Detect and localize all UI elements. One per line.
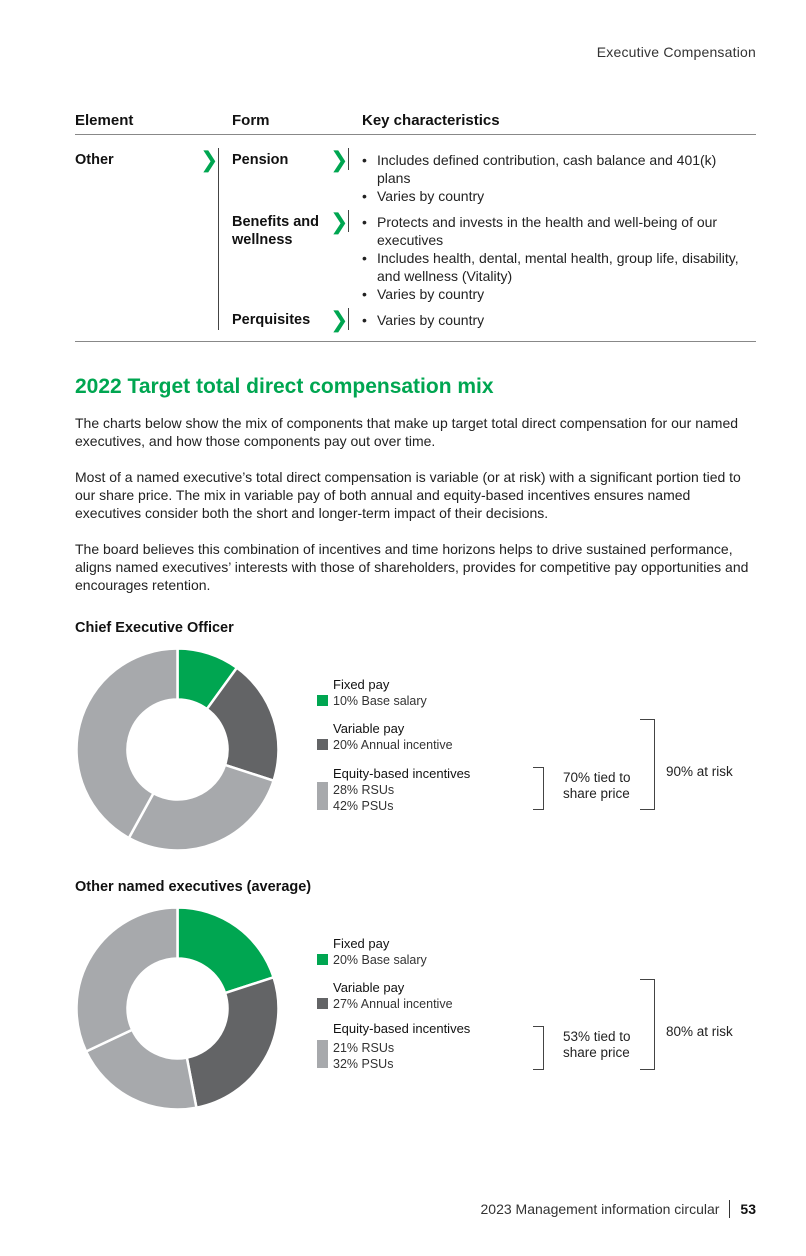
paragraph-1: The charts below show the mix of components that make up target total direct compensation for our named executives, and how those components pay out over time. <box>75 415 739 449</box>
column-divider <box>218 148 219 330</box>
legend-variable-pay-item <box>317 996 453 1012</box>
running-header: Executive Compensation <box>596 44 756 60</box>
chart-title-ceo: Chief Executive Officer <box>75 620 234 636</box>
chevron-right-icon: ❯ <box>330 209 349 234</box>
footer-title: 2023 Management information circular <box>480 1201 720 1217</box>
page-number: 53 <box>740 1201 756 1217</box>
at-risk-label: 90% at risk <box>666 764 733 779</box>
footer-separator <box>729 1200 730 1218</box>
share-price-tie-line1: 53% tied to <box>563 1029 631 1044</box>
list-item: • Varies by country <box>360 187 750 205</box>
form-pension: Pension <box>232 152 289 168</box>
legend-fixed-pay-item <box>317 693 427 709</box>
share-price-tie-line2: share price <box>563 1045 630 1060</box>
legend-equity-item-psus: 42% PSUs <box>333 799 394 813</box>
chevron-right-icon: ❯ <box>330 147 349 172</box>
column-header-element: Element <box>75 112 134 129</box>
row-divider <box>348 148 349 170</box>
list-item: • Includes defined contribution, cash balance and 401(k) plans <box>360 151 750 187</box>
share-price-bracket <box>533 1026 544 1070</box>
legend-equity-item-rsus: 28% RSUs <box>333 783 395 797</box>
share-price-bracket <box>533 767 544 810</box>
table-header-rule <box>75 134 756 135</box>
share-price-tie-line2: share price <box>563 786 630 801</box>
list-item: • Varies by country <box>360 311 750 329</box>
element-other: Other <box>75 152 114 168</box>
page-footer <box>481 1200 756 1218</box>
table-bottom-rule <box>75 341 756 342</box>
row-divider <box>348 210 349 232</box>
paragraph-2: Most of a named executive’s total direct compensation is variable (or at risk) with a significant portion tied to our share price. The mix in variable pay of both annual and equity-based incentives ensures named executives consider both the short and longer-term impact of their decisions. <box>75 469 741 521</box>
at-risk-bracket <box>640 979 655 1070</box>
key-characteristics-pension <box>360 151 750 205</box>
row-divider <box>348 308 349 330</box>
legend-fixed-pay-heading: Fixed pay <box>333 936 390 951</box>
legend-swatch <box>317 695 328 706</box>
legend-swatch <box>317 998 328 1009</box>
donut-slice-rsus <box>129 765 274 851</box>
legend-label: 10% Base salary <box>333 694 427 708</box>
column-header-key-characteristics: Key characteristics <box>362 112 500 129</box>
chevron-right-icon: ❯ <box>330 307 349 332</box>
chevron-right-icon: ❯ <box>200 147 219 172</box>
legend-label: 20% Annual incentive <box>333 738 453 752</box>
legend-label: 27% Annual incentive <box>333 997 453 1011</box>
at-risk-label: 80% at risk <box>666 1024 733 1039</box>
share-price-tie-label <box>563 1029 631 1061</box>
legend-equity-heading: Equity-based incentives <box>333 1021 471 1036</box>
chart-title-other-executives: Other named executives (average) <box>75 879 312 895</box>
legend-fixed-pay-heading: Fixed pay <box>333 677 390 692</box>
legend-swatch <box>317 954 328 965</box>
donut-slice-base-salary <box>178 908 274 994</box>
legend-equity-item-psus: 32% PSUs <box>333 1057 394 1071</box>
legend-swatch <box>317 1040 328 1068</box>
legend-label: 20% Base salary <box>333 953 427 967</box>
form-benefits-and-wellness: Benefits and wellness <box>232 214 320 248</box>
section-title: 2022 Target total direct compensation mix <box>75 375 494 398</box>
donut-chart-ceo <box>75 647 280 852</box>
form-perquisites: Perquisites <box>232 312 311 328</box>
list-item: • Includes health, dental, mental health, group life, disability, and wellness (Vitality) <box>360 249 750 285</box>
column-header-form: Form <box>232 112 270 129</box>
key-characteristics-benefits <box>360 213 750 303</box>
legend-swatch <box>317 782 328 810</box>
list-item: • Varies by country <box>360 285 750 303</box>
legend-equity-item-rsus: 21% RSUs <box>333 1041 395 1055</box>
donut-slice-psus <box>76 908 177 1052</box>
share-price-tie-line1: 70% tied to <box>563 770 631 785</box>
donut-chart-other-executives <box>75 906 280 1111</box>
at-risk-bracket <box>640 719 655 810</box>
legend-variable-pay-heading: Variable pay <box>333 721 405 736</box>
legend-variable-pay-item <box>317 737 453 753</box>
legend-equity-heading: Equity-based incentives <box>333 766 471 781</box>
legend-variable-pay-heading: Variable pay <box>333 980 405 995</box>
key-characteristics-perquisites <box>360 311 750 329</box>
list-item: • Protects and invests in the health and well-being of our executives <box>360 213 750 249</box>
paragraph-3: The board believes this combination of incentives and time horizons helps to drive sustained performance, aligns named executives’ interests with those of shareholders, provides for competitive pay opportunities and encourages retention. <box>75 541 749 593</box>
share-price-tie-label <box>563 770 631 802</box>
legend-fixed-pay-item <box>317 952 427 968</box>
donut-slice-annual-incentive <box>187 977 279 1107</box>
legend-swatch <box>317 739 328 750</box>
